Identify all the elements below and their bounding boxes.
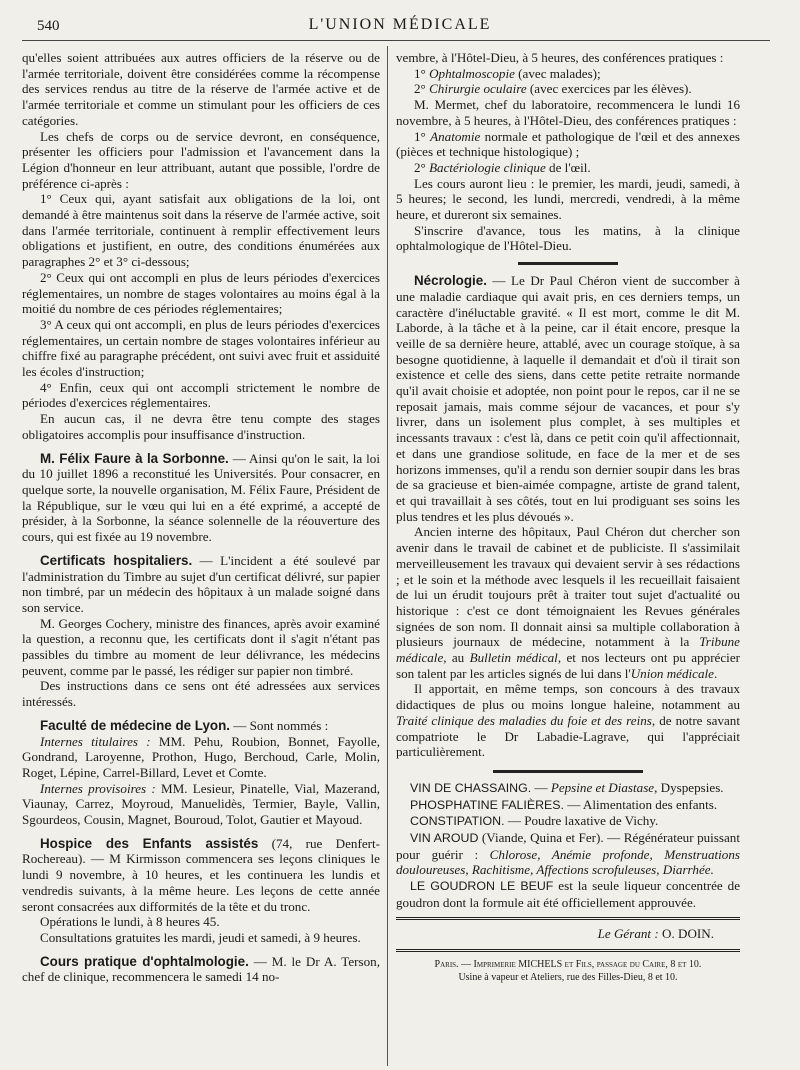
list-number: 1° <box>414 65 430 81</box>
ad-heading: CONSTIPATION. <box>410 814 505 829</box>
paragraph: M. Mermet, chef du laboratoire, recommencera le lundi 16 novembre, à 5 heures, à l'Hôtel-Dieu, des conférences pratiques : <box>396 97 740 128</box>
paragraph: Les cours auront lieu : le premier, les mardi, jeudi, samedi, à 5 heures; le second, les lundi, mercredi, vendredi, à la même heure, et dureront six semaines. <box>396 175 740 223</box>
list-text: (avec exercices par les élèves). <box>526 81 692 97</box>
article-heading: Cours pratique d'ophtalmologie. <box>40 953 249 969</box>
article-text: — Le Dr Paul Chéron vient de succomber à une maladie cardiaque qui avait pris, en ces derniers temps, un caractère d'inéluctable gravité. « Il est mort, comme le dit M. Laborde, à la tâche et à la peine, car il était encore, presque la veille de sa dernière heure, attablé, avec un courage stoïque, à sa besogne quotidienne, à laquelle il demandait et d'où il tirait son existence et celle des siens, dans cette petite retraite normande qu'il avait choisie et adoptée, non point pour le repos, car il ne se reposait jamais, mais comme séjour de vacances, et pour s'y livrer, dans un isolement plus complet, à ses multiples et incessants travaux : c'est là, dans ce petit coin qu'il affectionnait, et dans une grandiose solitude, en face de la mer et de ses horizons immenses, qu'il a rendu son dernier soupir dans les bras de sa gracieuse et bien-aimée compagne, artiste de grand talent, et qui travaillait à ses côtés, tout en lui prodiguant ses soins les plus tendres et les plus dévoués ». <box>396 273 740 524</box>
journal-name: Tribune médicale <box>396 634 740 666</box>
paragraph: Les chefs de corps ou de service devront, en conséquence, présenter les officiers pour l'admission et l'avancement dans la Légion d'honneur en leur attribuant, autant que possible, l'ordre de préférence ci-après : <box>22 128 380 191</box>
left-column <box>22 50 380 1062</box>
paragraph: Des instructions dans ce sens ont été adressées aux services intéressés. <box>22 678 380 710</box>
list-item <box>396 66 740 82</box>
ad-heading: PHOSPHATINE FALIÈRES. <box>410 797 565 812</box>
header-rule <box>22 40 770 41</box>
text-run: , au <box>443 650 470 666</box>
ad-text: — <box>531 779 551 795</box>
imprint-line: Usine à vapeur et Ateliers, rue des Filles-Dieu, 8 et 10. <box>458 972 678 984</box>
paragraph: M. Georges Cochery, ministre des finances, après avoir examiné la question, a reconnu que, les certificats dont il s'agit n'étant pas passibles du timbre au moment de leur délivrance, les médecins peuvent, comme par le passé, les rédiger sur papier non timbré. <box>22 615 380 678</box>
paragraph <box>22 734 380 781</box>
paragraph: En aucun cas, il ne devra être tenu compte des stages obligatoires accomplis pour insuffisance d'instruction. <box>22 411 380 442</box>
paragraph <box>22 781 380 828</box>
list-item <box>396 129 740 160</box>
text-run: Ancien interne des hôpitaux, Paul Chéron dut chercher son avenir dans le travail de cabinet et de publiciste. Il s'assimilait merveilleusement les travaux qui devaient servir à ses rédactions ; et le soin et la méthode avec lesquels il les recueillait faisaient de lui un érudit toujours prêt à traiter tout sujet d'actualité ou historique : c'est ce dont témoignaient les Revues générales signées de son nom. Il donnait ainsi sa multiple collaboration à plusieurs journaux de médecine, notamment à la <box>396 524 740 650</box>
names-list: MM. Lesieur, Pinatelle, Vial, Mazerand, Viaunay, Carrez, Moyroud, Manuelidès, Termier, Bayle, Vallin, Sgourdeos, Cousin, Magnet, Bouroud, Tolot, Gautier et Mayoud. <box>22 780 380 828</box>
ad-text: est la seule liqueur concentrée de goudron dont la formule ait été officiellement approuvée. <box>396 878 740 910</box>
article-text: — M. le Dr A. Terson, chef de clinique, recommencera le samedi 14 no- <box>22 953 380 985</box>
ad-text: (Viande, Quina et Fer). — Régénérateur puissant pour guérir : <box>396 830 740 862</box>
list-number: 2° <box>414 81 430 97</box>
ad-vin-aroud <box>396 830 740 878</box>
gerant-label: Le Gérant : <box>597 925 662 941</box>
paragraph: 3° A ceux qui ont accompli, en plus de leurs périodes d'exercices réglementaires, un certain nombre de stages volontaires inférieur au chiffre fixé au paragraphe précédent, ont suivi avec fruit et assiduité les écoles d'instruction; <box>22 316 380 380</box>
ad-text: , Dyspepsies. <box>654 779 724 795</box>
article-text: — L'incident a été soulevé par l'administration du Timbre au sujet d'un certificat délivré, sur papier non timbré, par un médecin des hôpitaux à un malade soigné dans son service. <box>22 552 380 615</box>
article-heading: Hospice des Enfants assistés <box>40 835 259 851</box>
ad-heading: VIN AROUD <box>410 831 479 846</box>
label: Internes titulaires : <box>40 733 151 749</box>
paragraph: qu'elles soient attribuées aux autres officiers de la réserve ou de l'armée territoriale, doivent être considérées comme la récompense des services rendus au titre de la réserve de l'armée active et de l'armée territoriale et comme un stimulant pour les officiers de ces catégories. <box>22 50 380 128</box>
list-number: 2° <box>414 159 430 175</box>
paragraph: S'inscrire d'avance, tous les matins, à la clinique ophtalmologique de l'Hôtel-Dieu. <box>396 222 740 254</box>
paragraph: 1° Ceux qui, ayant satisfait aux obligations de la loi, ont demandé à être maintenus soit dans la réserve de l'armée active, soit dans l'armée territoriale, continuent à remplir effectivement leurs obligations et justifient, en outre, des conditions énumérées aux paragraphes 2° et 3° ci-dessous; <box>22 191 380 270</box>
list-title: Chirurgie oculaire <box>429 81 527 97</box>
article-faure <box>22 451 380 545</box>
list-title: Bactériologie clinique <box>429 159 546 175</box>
footer-rule <box>396 917 740 920</box>
gerant-name: O. DOIN. <box>661 925 714 941</box>
list-item <box>396 81 740 97</box>
ad-phosphatine <box>396 797 740 814</box>
paragraph: vembre, à l'Hôtel-Dieu, à 5 heures, des conférences pratiques : <box>396 50 724 65</box>
article-heading: Faculté de médecine de Lyon. <box>40 717 230 733</box>
gerant-line <box>396 926 714 942</box>
list-text: de l'œil. <box>545 159 591 175</box>
page-number: 540 <box>37 18 60 34</box>
list-item <box>396 160 740 176</box>
paragraph <box>396 681 740 760</box>
ads-rule <box>493 770 643 773</box>
text-run: , et nos lecteurs ont pu apprécier son talent par les articles signés de lui dans l' <box>396 650 740 681</box>
text-run: Il apportait, en même temps, son concours à des travaux didactiques de plus ou moins longue haleine, notamment au <box>396 681 740 713</box>
article-hospice <box>22 836 380 915</box>
article-text: — Ainsi qu'on le sait, la loi du 10 juillet 1896 a reconstitué les Universités. Pour consacrer, en quelque sorte, la nouvelle organisation, M. Félix Faure, Président de la République, sur le vœu qui lui en a été exprimé, a accepté de présider, à la Sorbonne, la séance solennelle de la réouverture des cours, qui est fixée au 19 novembre. <box>22 450 380 545</box>
journal-name: Union médicale <box>630 665 714 681</box>
ad-heading: VIN DE CHASSAING. <box>410 780 532 795</box>
text-run: , de notre savant compatriote le Dr Labadie-Lagrave, qui l'appréciait particulièrement. <box>396 712 740 760</box>
list-number: 1° <box>414 128 431 144</box>
ad-constipation <box>396 813 740 830</box>
list-title: Ophtalmoscopie <box>429 65 515 81</box>
paragraph <box>396 524 740 681</box>
paragraph: Consultations gratuites les mardi, jeudi et samedi, à 9 heures. <box>40 929 361 945</box>
article-text: (74, rue Denfert-Rochereau). — M Kirmisson commencera ses leçons cliniques le lundi 9 novembre, à 10 heures, et les continuera les lundis et vendredis suivants, à la même heure. Les leçons de cette année seront consacrées aux difformités de la tête et du tronc. <box>22 835 380 914</box>
paragraph: 2° Ceux qui ont accompli en plus de leurs périodes d'exercices réglementaires, un nombre de stages volontaires au moins égal à la moitié du nombre de ces périodes réglementaires; <box>22 269 380 317</box>
article-heading: Certificats hospitaliers. <box>40 552 193 568</box>
list-text: normale et pathologique de l'œil et des annexes (pièces et technique histologique) ; <box>396 128 740 160</box>
ad-text: — Alimentation des enfants. <box>564 796 718 812</box>
ad-text: — Poudre laxative de Vichy. <box>504 813 659 829</box>
names-list: MM. Pehu, Roubion, Bonnet, Fayolle, Gondrand, Laroyenne, Prothon, Hugo, Berchoud, Carle, Molin, Roget, Lépine, Carrel-Billard, Levet et Comte. <box>22 733 380 780</box>
ad-goudron <box>396 878 740 910</box>
article-certificats <box>22 553 380 616</box>
article-heading: Nécrologie. <box>414 273 487 289</box>
ad-chassaing <box>396 780 740 797</box>
article-ophtalmologie <box>22 954 380 985</box>
text-run: . <box>714 665 718 681</box>
right-column <box>396 50 740 1050</box>
article-lyon <box>22 718 380 734</box>
paragraph: 4° Enfin, ceux qui ont accompli strictement le nombre de périodes d'exercices réglementaires. <box>22 379 380 411</box>
article-necrologie <box>396 273 740 524</box>
imprint-line: Paris. — Imprimerie MICHELS et Fils, passage du Caire, 8 et 10. <box>434 959 702 971</box>
book-title: Traité clinique des maladies du foie et des reins <box>396 712 652 728</box>
ad-text-italic: Chlorose, Anémie profonde, Menstruations douloureuses, Rachitisme, Affections scrofuleuses, Diarrhée. <box>396 846 740 878</box>
section-rule <box>518 262 618 265</box>
ad-heading: LE GOUDRON LE BEUF <box>410 879 554 894</box>
journal-name: Bulletin médical <box>469 650 558 666</box>
ad-text-italic: Pepsine et Diastase <box>550 779 655 795</box>
article-heading: M. Félix Faure à la Sorbonne. <box>40 450 229 466</box>
label: Internes provisoires : <box>40 780 156 796</box>
advertisements <box>396 780 740 911</box>
column-divider <box>387 46 388 1066</box>
list-title: Anatomie <box>430 128 481 144</box>
printer-imprint <box>396 949 740 984</box>
article-text: — Sont nommés : <box>230 717 329 733</box>
journal-title: L'UNION MÉDICALE <box>308 16 492 33</box>
running-header <box>0 14 800 38</box>
list-text: (avec malades); <box>514 65 601 81</box>
paragraph: Opérations le lundi, à 8 heures 45. <box>40 914 220 930</box>
